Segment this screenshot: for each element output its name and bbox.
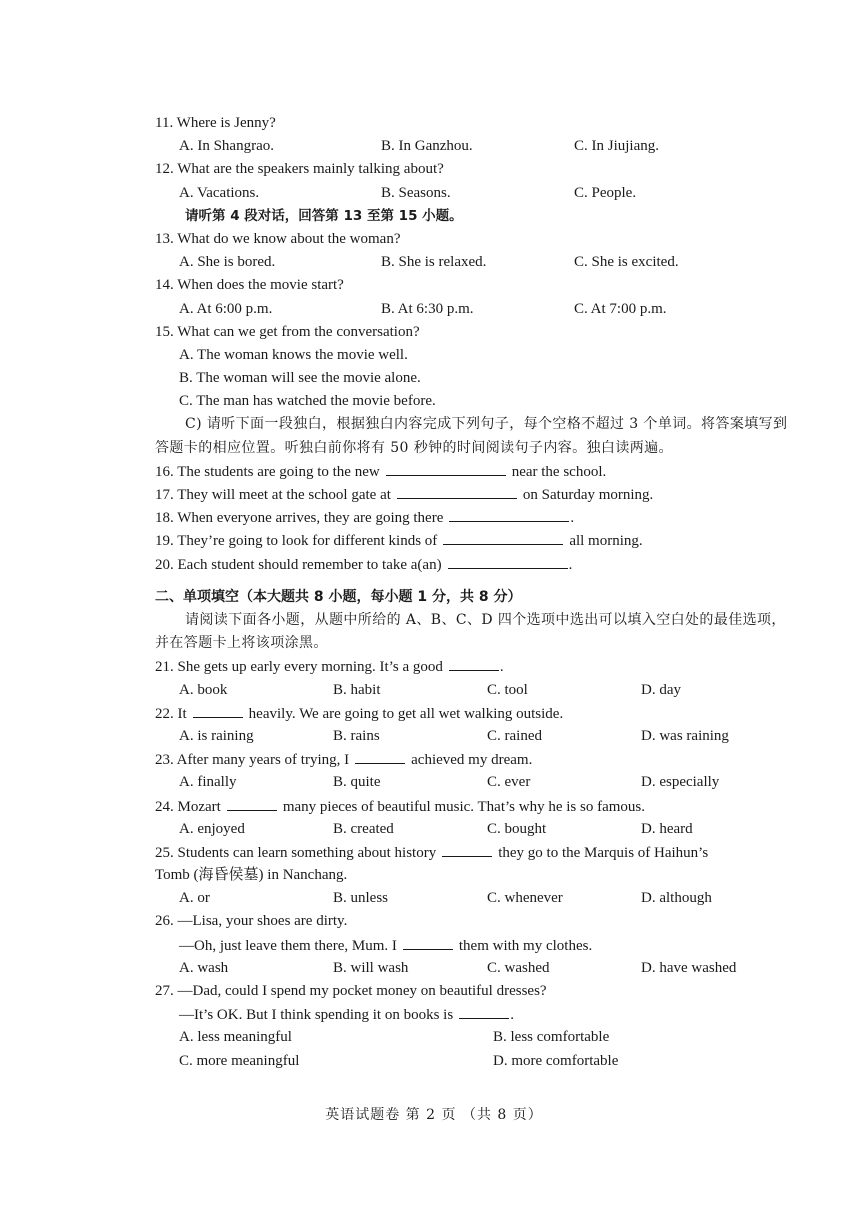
- options-27-row1: [155, 1026, 795, 1049]
- question-18-after: .: [570, 510, 575, 527]
- question-18-text: 18. When everyone arrives, they are going there: [155, 510, 444, 527]
- options-25: [155, 887, 795, 910]
- option-a: A. The woman knows the movie well.: [179, 346, 408, 363]
- question-24-text: 24. Mozart: [155, 798, 221, 815]
- answer-blank: [403, 934, 453, 950]
- option-c: C. bought: [487, 820, 547, 837]
- question-16: [155, 460, 795, 483]
- option-c: C. washed: [487, 959, 550, 976]
- part-c-instruction: C) 请听下面一段独白，根据独白内容完成下列句子，每个空格不超过 3 个单词。将答案填写到答题卡的相应位置。听独白前你将有 50 秒钟的时间阅读句子内容。独白读两遍。: [155, 416, 788, 456]
- question-25-line2: Tomb (海昏侯墓) in Nanchang.: [155, 867, 348, 884]
- options-26: [155, 957, 795, 980]
- option-d: D. heard: [641, 820, 693, 837]
- option-a: A. book: [179, 681, 228, 698]
- question-20: [155, 553, 795, 576]
- question-16-after: near the school.: [511, 463, 607, 480]
- answer-blank: [227, 795, 277, 811]
- option-a: A. enjoyed: [179, 820, 245, 837]
- question-21-after: .: [499, 659, 504, 676]
- dialogue-4-instruction: 请听第 4 段对话，回答第 13 至第 15 小题。: [185, 207, 463, 224]
- option-d: D. have washed: [641, 959, 737, 976]
- answer-blank: [355, 748, 405, 764]
- option-a: A. She is bored.: [179, 254, 276, 271]
- answer-blank: [443, 529, 563, 545]
- options-13: [155, 251, 795, 274]
- option-b: B. less comfortable: [493, 1029, 610, 1046]
- question-12: 12. What are the speakers mainly talking about?: [155, 161, 444, 178]
- answer-blank: [459, 1003, 509, 1019]
- question-18: [155, 506, 795, 529]
- option-c: C. The man has watched the movie before.: [179, 393, 436, 410]
- options-24: [155, 818, 795, 841]
- question-15: 15. What can we get from the conversation?: [155, 323, 420, 340]
- options-21: [155, 679, 795, 702]
- option-b: B. created: [333, 820, 394, 837]
- answer-blank: [448, 553, 568, 569]
- option-d: D. especially: [641, 774, 720, 791]
- question-11: 11. Where is Jenny?: [155, 115, 276, 131]
- question-17: [155, 483, 795, 506]
- option-b: B. At 6:30 p.m.: [381, 300, 474, 317]
- question-22-after: heavily. We are going to get all wet walking outside.: [248, 705, 564, 722]
- question-13: 13. What do we know about the woman?: [155, 230, 401, 247]
- option-b: B. will wash: [333, 959, 409, 976]
- option-c: C. more meaningful: [179, 1052, 300, 1069]
- question-22: [155, 702, 795, 725]
- answer-blank: [193, 702, 243, 718]
- options-14: [155, 298, 795, 321]
- option-d: D. although: [641, 890, 712, 907]
- option-b: B. habit: [333, 681, 381, 698]
- question-25-after: they go to the Marquis of Haihun’s: [498, 844, 709, 861]
- question-16-text: 16. The students are going to the new: [155, 463, 380, 480]
- answer-blank: [386, 460, 506, 476]
- option-a: A. finally: [179, 774, 237, 791]
- question-23-after: achieved my dream.: [411, 752, 533, 769]
- answer-blank: [449, 655, 499, 671]
- option-a: A. In Shangrao.: [179, 138, 274, 155]
- question-21: [155, 655, 795, 678]
- option-b: B. In Ganzhou.: [381, 138, 473, 155]
- option-b: B. She is relaxed.: [381, 254, 487, 271]
- question-14: 14. When does the movie start?: [155, 277, 344, 294]
- question-24: [155, 795, 795, 818]
- option-c: C. She is excited.: [574, 254, 679, 271]
- question-24-after: many pieces of beautiful music. That’s why he is so famous.: [282, 798, 645, 815]
- options-27-row2: [155, 1050, 795, 1073]
- option-c: C. People.: [574, 184, 637, 201]
- exam-content: [155, 112, 795, 1073]
- option-a: A. less meaningful: [179, 1029, 292, 1046]
- option-b: B. The woman will see the movie alone.: [179, 370, 421, 387]
- options-23: [155, 771, 795, 794]
- question-23: [155, 748, 795, 771]
- page-footer: 英语试题卷 第 2 页 （共 8 页）: [325, 1107, 543, 1123]
- option-c: C. whenever: [487, 890, 563, 907]
- options-11: [155, 135, 795, 158]
- answer-blank: [442, 841, 492, 857]
- option-a: A. At 6:00 p.m.: [179, 300, 273, 317]
- option-a: A. Vacations.: [179, 184, 260, 201]
- question-20-text: 20. Each student should remember to take a(an): [155, 556, 442, 573]
- question-17-after: on Saturday morning.: [522, 487, 654, 504]
- question-19-after: all morning.: [569, 533, 643, 550]
- question-22-text: 22. It: [155, 705, 187, 722]
- answer-blank: [449, 506, 569, 522]
- option-c: C. In Jiujiang.: [574, 138, 659, 155]
- option-b: B. Seasons.: [381, 184, 451, 201]
- option-b: B. unless: [333, 890, 389, 907]
- section-2-instruction: 请阅读下面各小题，从题中所给的 A、B、C、D 四个选项中选出可以填入空白处的最佳选项，并在答题卡上将该项涂黑。: [155, 611, 786, 652]
- option-c: C. ever: [487, 774, 531, 791]
- option-c: C. At 7:00 p.m.: [574, 300, 667, 317]
- options-22: [155, 725, 795, 748]
- question-19: [155, 529, 795, 552]
- section-2-title: 二、单项填空（本大题共 8 小题，每小题 1 分，共 8 分）: [155, 588, 522, 605]
- question-26-text: —Oh, just leave them there, Mum. I: [179, 937, 397, 954]
- question-26-reply: [155, 934, 795, 957]
- question-26-after: them with my clothes.: [458, 937, 593, 954]
- question-25: [155, 841, 795, 864]
- question-27: 27. —Dad, could I spend my pocket money on beautiful dresses?: [155, 983, 547, 999]
- question-27-reply: [155, 1003, 795, 1026]
- option-a: A. wash: [179, 959, 229, 976]
- question-25-text: 25. Students can learn something about history: [155, 844, 437, 861]
- option-b: B. quite: [333, 774, 381, 791]
- question-21-text: 21. She gets up early every morning. It’s a good: [155, 659, 443, 676]
- option-d: D. was raining: [641, 727, 729, 744]
- question-26: 26. —Lisa, your shoes are dirty.: [155, 913, 348, 930]
- option-a: A. or: [179, 890, 210, 907]
- question-20-after: .: [568, 556, 573, 573]
- option-d: D. more comfortable: [493, 1052, 619, 1069]
- option-a: A. is raining: [179, 727, 254, 744]
- option-b: B. rains: [333, 727, 380, 744]
- question-17-text: 17. They will meet at the school gate at: [155, 487, 391, 504]
- question-23-text: 23. After many years of trying, I: [155, 752, 350, 769]
- option-d: D. day: [641, 681, 681, 698]
- question-27-after: .: [510, 1007, 514, 1024]
- options-12: [155, 182, 795, 205]
- question-19-text: 19. They’re going to look for different kinds of: [155, 533, 438, 550]
- option-c: C. tool: [487, 681, 528, 698]
- question-27-text: —It’s OK. But I think spending it on books is: [179, 1007, 454, 1024]
- option-c: C. rained: [487, 727, 542, 744]
- answer-blank: [397, 483, 517, 499]
